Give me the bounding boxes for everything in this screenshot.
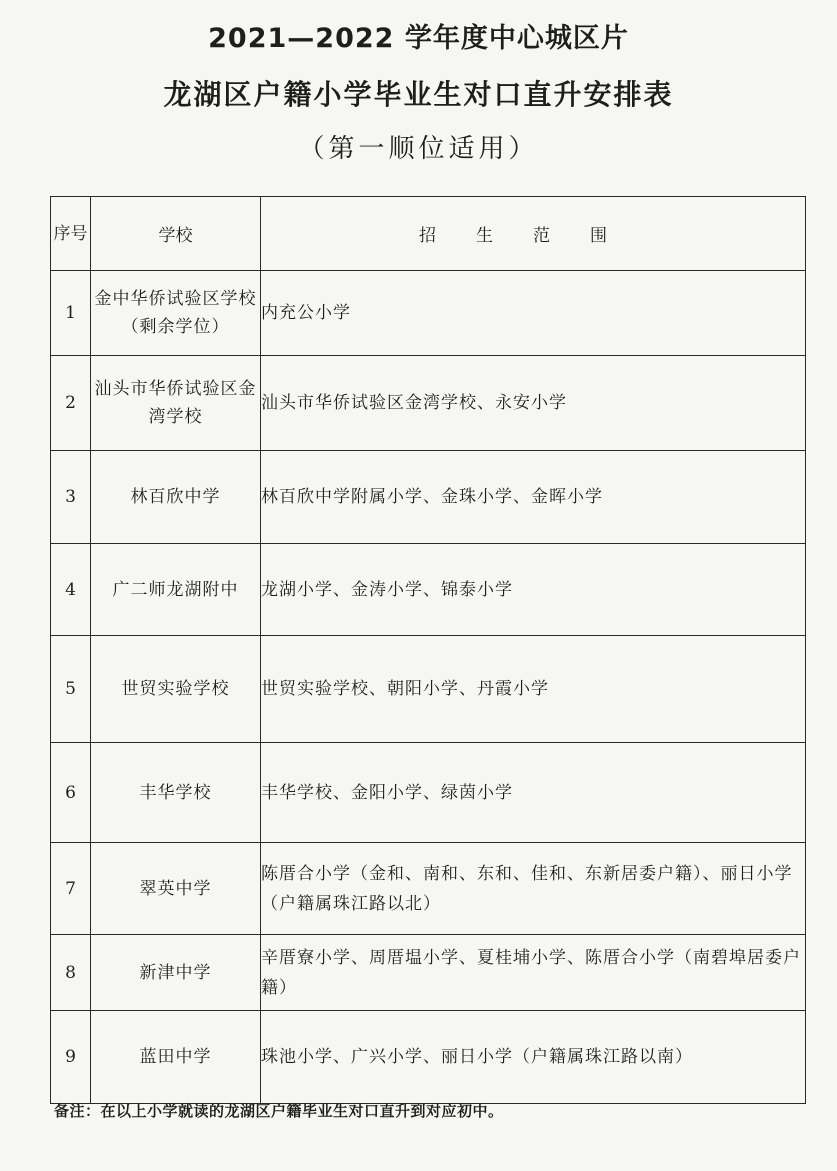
footnote: 备注：在以上小学就读的龙湖区户籍毕业生对口直升到对应初中。 (54, 1102, 504, 1120)
table-row (51, 843, 806, 935)
row-no: 5 (51, 636, 91, 743)
table-header-row (51, 197, 806, 271)
row-range: 陈厝合小学（金和、南和、东和、佳和、东新居委户籍）、丽日小学（户籍属珠江路以北） (261, 843, 806, 935)
row-range: 汕头市华侨试验区金湾学校、永安小学 (261, 356, 806, 451)
row-no: 8 (51, 935, 91, 1011)
row-range: 珠池小学、广兴小学、丽日小学（户籍属珠江路以南） (261, 1011, 806, 1104)
row-no: 1 (51, 271, 91, 356)
row-school: 世贸实验学校 (91, 636, 261, 743)
header-no: 序号 (51, 197, 91, 271)
title-line-2: 龙湖区户籍小学毕业生对口直升安排表 (163, 78, 674, 111)
row-range: 丰华学校、金阳小学、绿茵小学 (261, 743, 806, 843)
table-row (51, 1011, 806, 1104)
row-no: 9 (51, 1011, 91, 1104)
title-line-1: 2021—2022 学年度中心城区片 (208, 23, 629, 54)
table-row (51, 271, 806, 356)
row-school: 新津中学 (91, 935, 261, 1011)
header-range: 招生范围 (261, 197, 806, 271)
table-row (51, 356, 806, 451)
row-no: 6 (51, 743, 91, 843)
row-no: 3 (51, 451, 91, 544)
row-school: 广二师龙湖附中 (91, 544, 261, 636)
header-school: 学校 (91, 197, 261, 271)
table-row (51, 935, 806, 1011)
row-school: 翠英中学 (91, 843, 261, 935)
table-row (51, 544, 806, 636)
table-row (51, 636, 806, 743)
row-school: 金中华侨试验区学校（剩余学位） (91, 271, 261, 356)
row-school: 林百欣中学 (91, 451, 261, 544)
row-school: 汕头市华侨试验区金湾学校 (91, 356, 261, 451)
table-row (51, 743, 806, 843)
row-range: 辛厝寮小学、周厝塭小学、夏桂埔小学、陈厝合小学（南碧埠居委户籍） (261, 935, 806, 1011)
row-school: 丰华学校 (91, 743, 261, 843)
row-range: 龙湖小学、金涛小学、锦泰小学 (261, 544, 806, 636)
row-range: 林百欣中学附属小学、金珠小学、金晖小学 (261, 451, 806, 544)
row-no: 2 (51, 356, 91, 451)
row-school: 蓝田中学 (91, 1011, 261, 1104)
title-line-3: （第一顺位适用） (298, 134, 539, 164)
row-range: 内充公小学 (261, 271, 806, 356)
table-row (51, 451, 806, 544)
row-no: 7 (51, 843, 91, 935)
row-no: 4 (51, 544, 91, 636)
enrollment-table (50, 196, 806, 1104)
row-range: 世贸实验学校、朝阳小学、丹霞小学 (261, 636, 806, 743)
